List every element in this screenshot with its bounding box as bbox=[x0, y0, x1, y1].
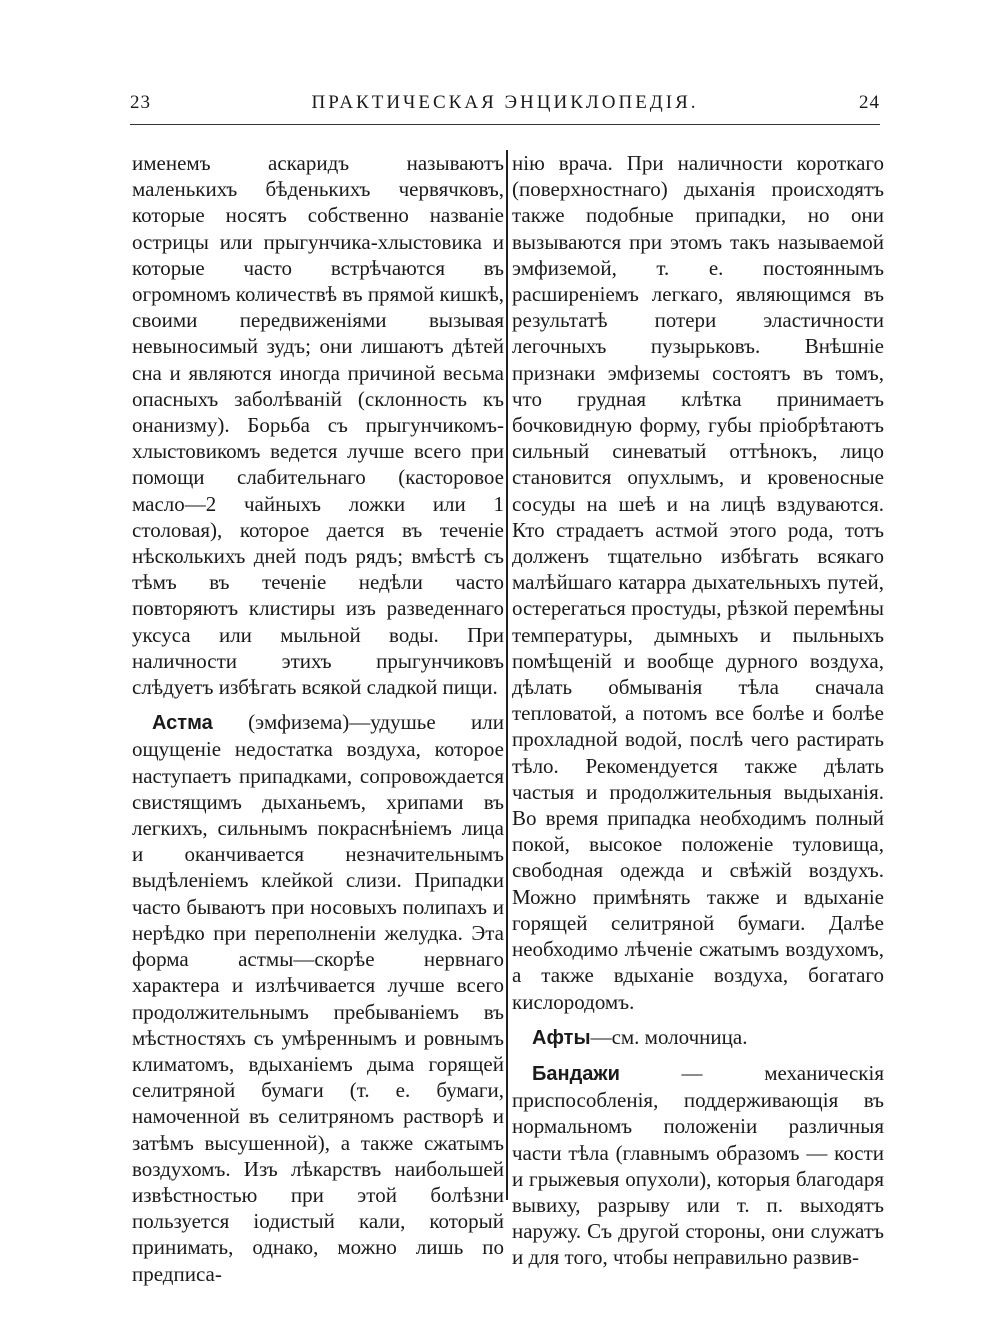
entry-term-asthma: Астма bbox=[152, 712, 213, 735]
paragraph-ascarids-continued: именемъ аскаридъ называютъ маленькихъ бѣденькихъ червячковъ, которые носятъ собственно названіе острицы или прыгунчика-хлыстовика и которые часто встрѣчаются въ огромномъ количествѣ въ прямой кишкѣ, своими передвиженіями вызывая невыносимый зудъ; они лишаютъ дѣтей сна и являются иногда причиной весьма опасныхъ заболѣваній (склонность къ онанизму). Борьба съ прыгунчикомъ-хлыстовикомъ ведется лучше всего при помощи слабительнаго (касторовое масло—2 чайныхъ ложки или 1 столовая), которое дается въ теченіе нѣсколькихъ дней подъ рядъ; вмѣстѣ съ тѣмъ въ теченіе недѣли часто повторяютъ клистиры изъ разведеннаго уксуса или мыльной воды. При наличности этихъ прыгунчиковъ слѣдуетъ избѣгать всякой сладкой пищи. bbox=[132, 151, 504, 700]
entry-text-asthma: (эмфизема)—удушье или ощущеніе недостатка воздуха, которое наступаетъ припадками, сопровождается свистящимъ дыханьемъ, хрипами въ легкихъ, сильнымъ покраснѣніемъ лица и оканчивается незначительнымъ выдѣленіемъ клейкой слизи. Припадки часто бываютъ при носовыхъ полипахъ и нерѣдко при переполненіи желудка. Эта форма астмы—скорѣе нервнаго характера и излѣчивается лучше всего продолжительнымъ пребываніемъ въ мѣстностяхъ съ умѣреннымъ и ровнымъ климатомъ, вдыханіемъ дыма горящей селитряной бумаги (т. е. бумаги, намоченной въ селитряномъ растворѣ и затѣмъ высушенной), а также сжатымъ воздухомъ. Изъ лѣкарствъ наибольшей извѣстностью при этой болѣзни пользуется іодистый кали, который принимать, однако, можно лишь по предписа- bbox=[132, 710, 504, 1286]
entry-term-bandages: Бандажи bbox=[532, 1062, 620, 1085]
header-rule bbox=[130, 124, 880, 125]
entry-term-aphthae: Афты bbox=[532, 1026, 591, 1049]
left-column bbox=[132, 150, 504, 1287]
right-column bbox=[512, 150, 884, 1271]
page-number-right: 24 bbox=[859, 92, 880, 113]
column-divider bbox=[506, 150, 508, 1200]
entry-text-aphthae: —см. молочница. bbox=[590, 1024, 748, 1049]
entry-text-bandages: — механическія приспособленія, поддерживающія въ нормальномъ положеніи различныя части тѣла (главнымъ образомъ — кости и грыжевыя опухоли), которыя благодаря вывиху, разрыву или т. п. выходятъ наружу. Съ другой стороны, они служатъ и для того, чтобы неправильно развив- bbox=[512, 1060, 884, 1270]
page-number-left: 23 bbox=[130, 92, 151, 113]
running-title: ПРАКТИЧЕСКАЯ ЭНЦИКЛОПЕДІЯ. bbox=[311, 92, 699, 113]
entry-asthma bbox=[132, 709, 504, 1286]
paragraph-asthma-continued: нію врача. При наличности короткаго (поверхностнаго) дыханія происходятъ также подобные припадки, но они вызываются при этомъ такъ называемой эмфиземой, т. е. постояннымъ расширеніемъ легкаго, являющимся въ результатѣ потери эластичности легочныхъ пузырьковъ. Внѣшніе признаки эмфиземы состоятъ въ томъ, что грудная клѣтка принимаетъ бочковидную форму, губы пріобрѣтаютъ сильный синеватый оттѣнокъ, лицо становится опухлымъ, и кровеносные сосуды на шеѣ и на лицѣ вздуваются. Кто страдаетъ астмой этого рода, тотъ долженъ тщательно избѣгать всякаго малѣйшаго катарра дыхательныхъ путей, остерегаться простуды, рѣзкой перемѣны температуры, дымныхъ и пыльныхъ помѣщеній и вообще дурного воздуха, дѣлать обмыванія тѣла сначала тепловатой, а потомъ все болѣе и болѣе прохладной водой, послѣ чего растирать тѣло. Рекомендуется также дѣлать частыя и продолжительныя выдыханія. Во время припадка необходимъ полный покой, высокое положеніе туловища, свободная одежда и свѣжій воздухъ. Можно примѣнять также и вдыханіе горящей селитряной бумаги. Далѣе необходимо лѣченіе сжатымъ воздухомъ, а также вдыханіе воздуха, богатаго кислородомъ. bbox=[512, 151, 884, 1014]
entry-bandages bbox=[512, 1060, 884, 1271]
running-header bbox=[130, 92, 880, 122]
entry-aphthae bbox=[512, 1024, 884, 1051]
